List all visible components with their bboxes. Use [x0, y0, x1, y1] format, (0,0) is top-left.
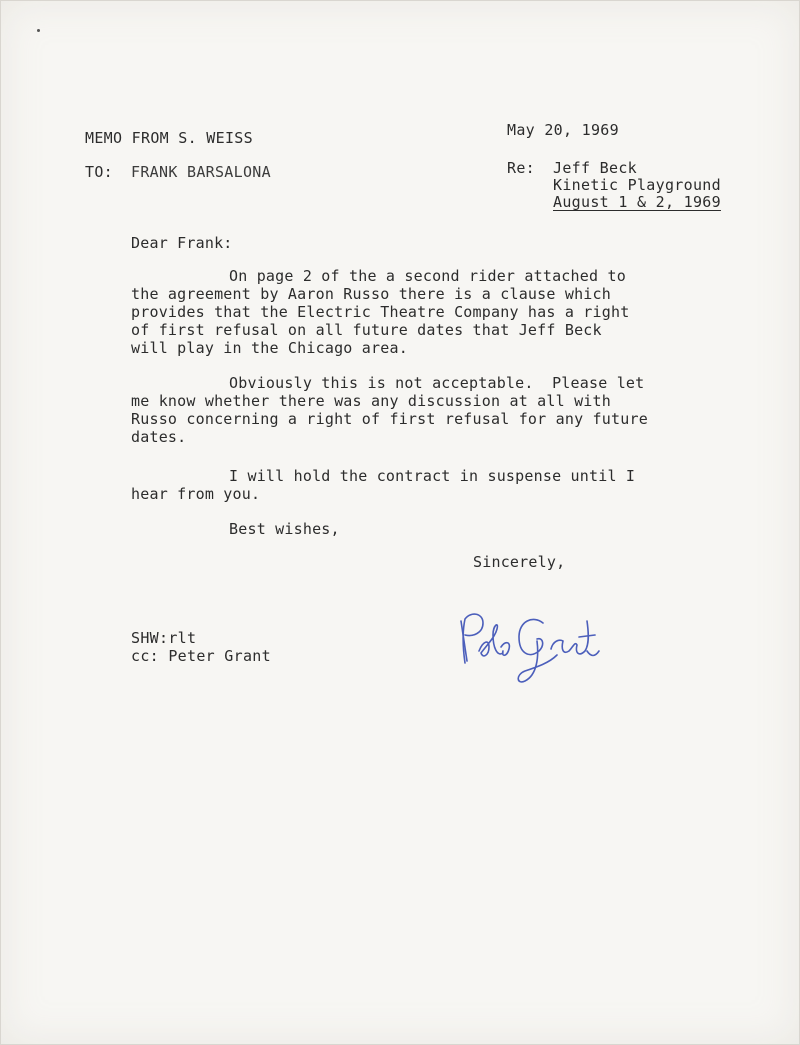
paragraph-1-line-4: of first refusal on all future dates that Jeff Beck: [131, 321, 602, 339]
paragraph-2-line-2: me know whether there was any discussion at all with: [131, 392, 611, 410]
paragraph-3-line-1: I will hold the contract in suspense until I: [229, 467, 636, 485]
signature-stroke-flourish: [587, 651, 599, 656]
signature-stroke-g: [519, 619, 543, 654]
paragraph-2-line-1: Obviously this is not acceptable. Please let: [229, 374, 645, 392]
re-line-1: Jeff Beck: [553, 159, 637, 177]
handwritten-signature: [453, 601, 603, 691]
to-label: TO:: [85, 163, 113, 181]
salutation: Dear Frank:: [131, 234, 233, 252]
paper-speck: [37, 29, 40, 32]
signature-stroke-ete: [479, 625, 503, 656]
to-name: FRANK BARSALONA: [131, 163, 271, 181]
paragraph-1-line-2: the agreement by Aaron Russo there is a clause which: [131, 285, 611, 303]
memo-date: May 20, 1969: [507, 121, 619, 139]
memo-from-line: MEMO FROM S. WEISS: [85, 129, 253, 147]
typist-initials: SHW:rlt: [131, 629, 197, 647]
cc-line: cc: Peter Grant: [131, 647, 271, 665]
paragraph-3-line-2: hear from you.: [131, 485, 261, 503]
paragraph-2-line-3: Russo concerning a right of first refusal for any future: [131, 410, 648, 428]
re-label: Re:: [507, 159, 535, 177]
signature-stroke-t-cross: [579, 635, 595, 637]
re-line-3: August 1 & 2, 1969: [553, 193, 721, 211]
best-wishes: Best wishes,: [229, 520, 340, 538]
signature-stroke-rant: [551, 621, 588, 654]
paragraph-1-line-5: will play in the Chicago area.: [131, 339, 408, 357]
paragraph-1-line-3: provides that the Electric Theatre Company has a right: [131, 303, 630, 321]
re-line-2: Kinetic Playground: [553, 176, 721, 194]
paragraph-1-line-1: On page 2 of the a second rider attached to: [229, 267, 626, 285]
sincerely: Sincerely,: [473, 553, 566, 571]
signature-stroke-r: [501, 643, 509, 656]
paragraph-2-line-4: dates.: [131, 428, 187, 446]
